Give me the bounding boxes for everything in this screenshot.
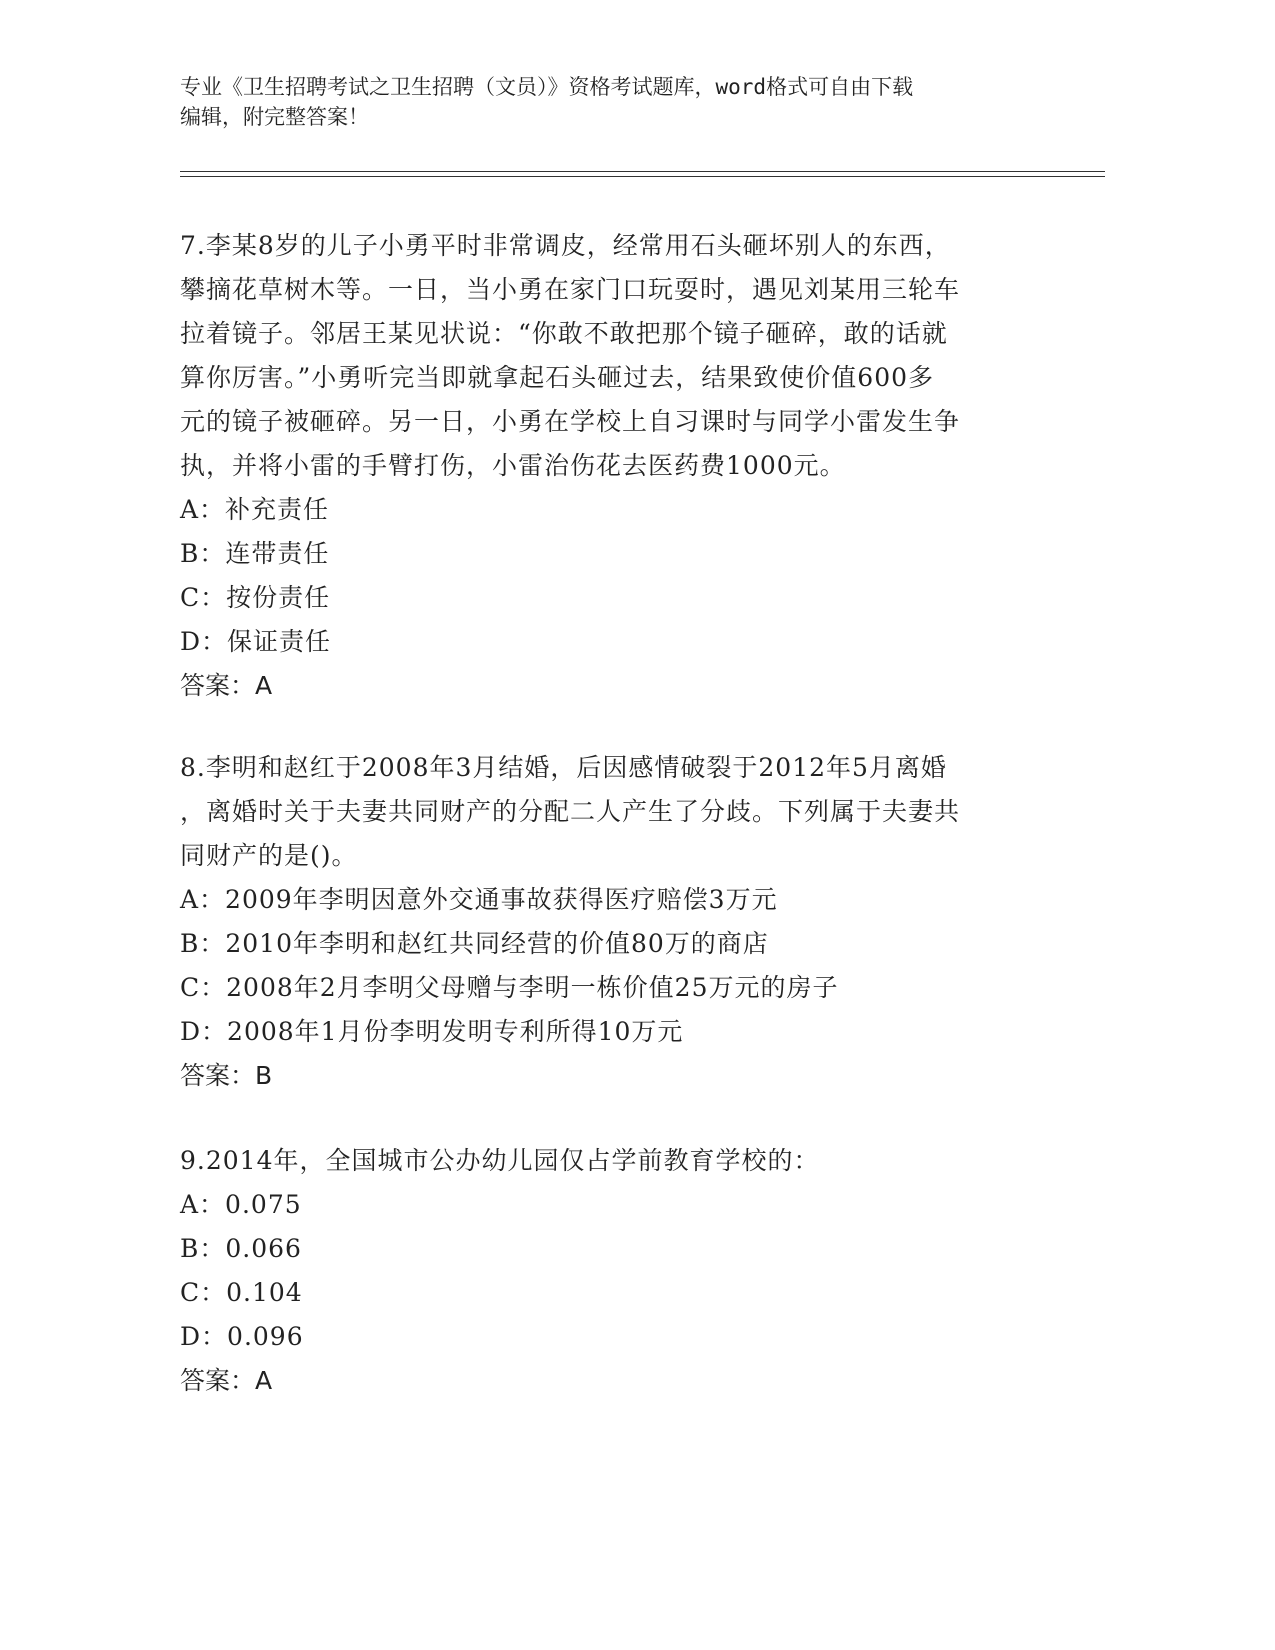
question-text-line: 攀摘花草树木等。一日，当小勇在家门口玩耍时，遇见刘某用三轮车 [180, 275, 961, 304]
option-b: B：2010年李明和赵红共同经营的价值80万的商店 [180, 929, 769, 958]
question-text-line: 元的镜子被砸碎。另一日，小勇在学校上自习课时与同学小雷发生争 [180, 407, 961, 436]
question-text-line: 执，并将小雷的手臂打伤，小雷治伤花去医药费1000元。 [180, 451, 846, 480]
option-d: D：2008年1月份李明发明专利所得10万元 [180, 1017, 684, 1046]
header-divider-top [180, 171, 1105, 172]
document-header [180, 72, 1060, 132]
answer-label: 答案：A [180, 671, 273, 700]
answer-label: 答案：A [180, 1366, 273, 1395]
option-d: D：保证责任 [180, 627, 332, 656]
option-c: C：按份责任 [180, 583, 331, 612]
option-c: C：2008年2月李明父母赠与李明一栋价值25万元的房子 [180, 973, 839, 1002]
question-text-line: 8.李明和赵红于2008年3月结婚，后因感情破裂于2012年5月离婚 [180, 753, 947, 782]
option-a: A：2009年李明因意外交通事故获得医疗赔偿3万元 [180, 885, 778, 914]
header-line-2: 编辑，附完整答案！ [180, 105, 369, 129]
option-c: C：0.104 [180, 1278, 303, 1307]
question-text-line: 7.李某8岁的儿子小勇平时非常调皮，经常用石头砸坏别人的东西， [180, 231, 951, 260]
header-line-1: 专业《卫生招聘考试之卫生招聘（文员）》资格考试题库，word格式可自由下载 [180, 75, 914, 99]
option-d: D：0.096 [180, 1322, 304, 1351]
option-a: A：0.075 [180, 1190, 302, 1219]
question-7 [180, 224, 1040, 708]
header-divider-bottom [180, 176, 1105, 177]
question-9 [180, 1139, 1040, 1403]
question-text-line: ，离婚时关于夫妻共同财产的分配二人产生了分歧。下列属于夫妻共 [180, 797, 961, 826]
option-a: A：补充责任 [180, 495, 330, 524]
question-text-line: 算你厉害。”小勇听完当即就拿起石头砸过去，结果致使价值600多 [180, 363, 935, 392]
option-b: B：连带责任 [180, 539, 330, 568]
question-text-line: 拉着镜子。邻居王某见状说：“你敢不敢把那个镜子砸碎，敢的话就 [180, 319, 948, 348]
answer-label: 答案：B [180, 1061, 273, 1090]
option-b: B：0.066 [180, 1234, 302, 1263]
question-text-line: 同财产的是()。 [180, 841, 358, 870]
question-8 [180, 746, 1040, 1098]
question-text-line: 9.2014年，全国城市公办幼儿园仅占学前教育学校的： [180, 1146, 820, 1175]
